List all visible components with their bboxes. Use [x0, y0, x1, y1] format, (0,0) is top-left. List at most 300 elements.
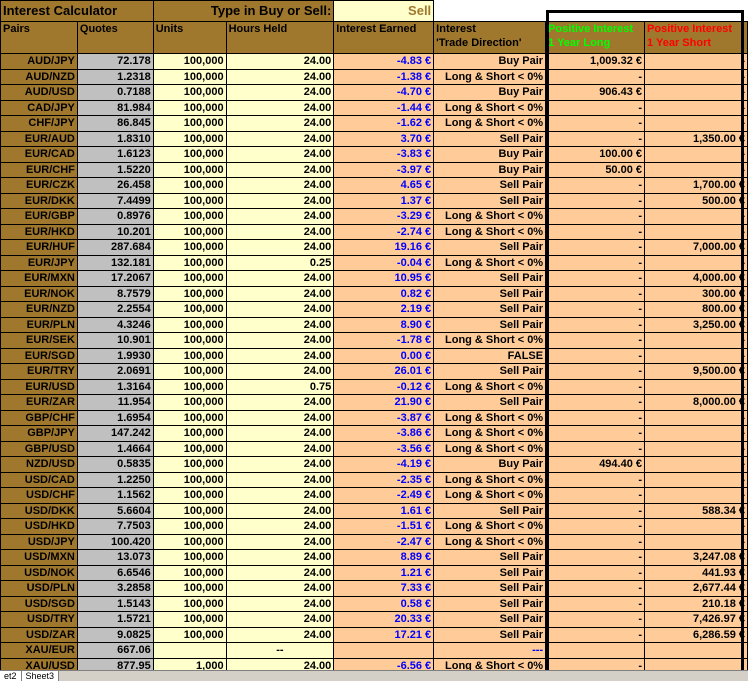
- interest-cell[interactable]: 1.21 €: [334, 565, 434, 581]
- short-cell[interactable]: -: [645, 54, 748, 70]
- hours-cell[interactable]: 24.00: [226, 302, 334, 318]
- units-cell[interactable]: 100,000: [153, 379, 226, 395]
- hours-cell[interactable]: 24.00: [226, 333, 334, 349]
- short-cell[interactable]: 8,000.00 €: [645, 395, 748, 411]
- interest-cell[interactable]: -2.47 €: [334, 534, 434, 550]
- quote-cell[interactable]: 72.178: [77, 54, 153, 70]
- short-cell[interactable]: 588.34 €: [645, 503, 748, 519]
- long-cell[interactable]: [546, 643, 645, 659]
- direction-cell[interactable]: Sell Pair: [434, 364, 546, 380]
- hours-cell[interactable]: 24.00: [226, 457, 334, 473]
- pair-cell[interactable]: EUR/CHF: [1, 162, 78, 178]
- interest-cell[interactable]: 20.33 €: [334, 612, 434, 628]
- interest-cell[interactable]: 0.82 €: [334, 286, 434, 302]
- quote-cell[interactable]: 1.6123: [77, 147, 153, 163]
- pair-cell[interactable]: EUR/PLN: [1, 317, 78, 333]
- interest-cell[interactable]: 1.61 €: [334, 503, 434, 519]
- long-cell[interactable]: -: [546, 131, 645, 147]
- interest-cell[interactable]: -3.56 €: [334, 441, 434, 457]
- long-cell[interactable]: -: [546, 627, 645, 643]
- quote-cell[interactable]: 1.2318: [77, 69, 153, 85]
- quote-cell[interactable]: 26.458: [77, 178, 153, 194]
- units-cell[interactable]: 100,000: [153, 271, 226, 287]
- interest-cell[interactable]: -0.04 €: [334, 255, 434, 271]
- long-cell[interactable]: -: [546, 410, 645, 426]
- hours-cell[interactable]: 0.25: [226, 255, 334, 271]
- short-cell[interactable]: 9,500.00 €: [645, 364, 748, 380]
- pair-cell[interactable]: EUR/MXN: [1, 271, 78, 287]
- short-cell[interactable]: -: [645, 488, 748, 504]
- interest-cell[interactable]: 19.16 €: [334, 240, 434, 256]
- hours-cell[interactable]: 24.00: [226, 54, 334, 70]
- pair-cell[interactable]: EUR/NOK: [1, 286, 78, 302]
- units-cell[interactable]: 100,000: [153, 178, 226, 194]
- direction-cell[interactable]: Sell Pair: [434, 612, 546, 628]
- units-cell[interactable]: 100,000: [153, 147, 226, 163]
- direction-cell[interactable]: Long & Short < 0%: [434, 488, 546, 504]
- direction-cell[interactable]: Sell Pair: [434, 131, 546, 147]
- short-cell[interactable]: [645, 658, 748, 670]
- units-cell[interactable]: 100,000: [153, 317, 226, 333]
- interest-cell[interactable]: -3.29 €: [334, 209, 434, 225]
- long-cell[interactable]: -: [546, 658, 645, 670]
- direction-cell[interactable]: Sell Pair: [434, 193, 546, 209]
- units-cell[interactable]: 100,000: [153, 302, 226, 318]
- short-cell[interactable]: 6,286.59 €: [645, 627, 748, 643]
- short-cell[interactable]: -: [645, 69, 748, 85]
- direction-cell[interactable]: Sell Pair: [434, 178, 546, 194]
- interest-cell[interactable]: 26.01 €: [334, 364, 434, 380]
- interest-cell[interactable]: -2.74 €: [334, 224, 434, 240]
- units-cell[interactable]: 100,000: [153, 503, 226, 519]
- hours-cell[interactable]: 24.00: [226, 317, 334, 333]
- short-cell[interactable]: 7,000.00 €: [645, 240, 748, 256]
- hours-cell[interactable]: 24.00: [226, 85, 334, 101]
- hours-cell[interactable]: 24.00: [226, 612, 334, 628]
- units-cell[interactable]: 100,000: [153, 224, 226, 240]
- pair-cell[interactable]: USD/HKD: [1, 519, 78, 535]
- direction-cell[interactable]: Long & Short < 0%: [434, 379, 546, 395]
- interest-cell[interactable]: -6.56 €: [334, 658, 434, 670]
- interest-cell[interactable]: -3.87 €: [334, 410, 434, 426]
- units-cell[interactable]: 100,000: [153, 333, 226, 349]
- short-cell[interactable]: -: [645, 224, 748, 240]
- pair-cell[interactable]: USD/PLN: [1, 581, 78, 597]
- short-cell[interactable]: 800.00 €: [645, 302, 748, 318]
- pair-cell[interactable]: CAD/JPY: [1, 100, 78, 116]
- hours-cell[interactable]: 24.00: [226, 147, 334, 163]
- quote-cell[interactable]: 132.181: [77, 255, 153, 271]
- pair-cell[interactable]: EUR/CAD: [1, 147, 78, 163]
- long-cell[interactable]: -: [546, 286, 645, 302]
- hours-cell[interactable]: 24.00: [226, 410, 334, 426]
- direction-cell[interactable]: Sell Pair: [434, 596, 546, 612]
- direction-cell[interactable]: Sell Pair: [434, 627, 546, 643]
- long-cell[interactable]: 100.00 €: [546, 147, 645, 163]
- pair-cell[interactable]: USD/NOK: [1, 565, 78, 581]
- direction-cell[interactable]: Long & Short < 0%: [434, 224, 546, 240]
- long-cell[interactable]: -: [546, 271, 645, 287]
- interest-cell[interactable]: -4.83 €: [334, 54, 434, 70]
- long-cell[interactable]: -: [546, 441, 645, 457]
- quote-cell[interactable]: 13.073: [77, 550, 153, 566]
- short-cell[interactable]: 1,700.00 €: [645, 178, 748, 194]
- hours-cell[interactable]: 24.00: [226, 100, 334, 116]
- long-cell[interactable]: -: [546, 565, 645, 581]
- direction-cell[interactable]: ---: [434, 643, 546, 659]
- hours-cell[interactable]: 24.00: [226, 503, 334, 519]
- units-cell[interactable]: 100,000: [153, 193, 226, 209]
- short-cell[interactable]: -: [645, 348, 748, 364]
- long-cell[interactable]: -: [546, 333, 645, 349]
- pair-cell[interactable]: AUD/JPY: [1, 54, 78, 70]
- interest-cell[interactable]: 0.58 €: [334, 596, 434, 612]
- quote-cell[interactable]: 3.2858: [77, 581, 153, 597]
- quote-cell[interactable]: 100.420: [77, 534, 153, 550]
- quote-cell[interactable]: 10.901: [77, 333, 153, 349]
- pair-cell[interactable]: EUR/SGD: [1, 348, 78, 364]
- hours-cell[interactable]: 24.00: [226, 488, 334, 504]
- long-cell[interactable]: -: [546, 302, 645, 318]
- units-cell[interactable]: 100,000: [153, 85, 226, 101]
- quote-cell[interactable]: 4.3246: [77, 317, 153, 333]
- sheet-tab[interactable]: Sheet3: [22, 671, 60, 681]
- long-cell[interactable]: 494.40 €: [546, 457, 645, 473]
- hours-cell[interactable]: 24.00: [226, 581, 334, 597]
- direction-cell[interactable]: Sell Pair: [434, 565, 546, 581]
- long-cell[interactable]: -: [546, 534, 645, 550]
- direction-cell[interactable]: Sell Pair: [434, 286, 546, 302]
- direction-cell[interactable]: Sell Pair: [434, 240, 546, 256]
- hours-cell[interactable]: 24.00: [226, 240, 334, 256]
- pair-cell[interactable]: USD/CHF: [1, 488, 78, 504]
- direction-cell[interactable]: Long & Short < 0%: [434, 534, 546, 550]
- interest-cell[interactable]: 2.19 €: [334, 302, 434, 318]
- interest-cell[interactable]: -2.49 €: [334, 488, 434, 504]
- direction-cell[interactable]: Sell Pair: [434, 302, 546, 318]
- quote-cell[interactable]: 1.1562: [77, 488, 153, 504]
- short-cell[interactable]: -: [645, 100, 748, 116]
- pair-cell[interactable]: EUR/USD: [1, 379, 78, 395]
- pair-cell[interactable]: USD/JPY: [1, 534, 78, 550]
- quote-cell[interactable]: 1.5721: [77, 612, 153, 628]
- long-cell[interactable]: -: [546, 224, 645, 240]
- hours-cell[interactable]: 24.00: [226, 627, 334, 643]
- quote-cell[interactable]: 9.0825: [77, 627, 153, 643]
- units-cell[interactable]: 100,000: [153, 612, 226, 628]
- hours-cell[interactable]: 24.00: [226, 550, 334, 566]
- interest-cell[interactable]: 8.89 €: [334, 550, 434, 566]
- hours-cell[interactable]: 24.00: [226, 472, 334, 488]
- units-cell[interactable]: 100,000: [153, 581, 226, 597]
- short-cell[interactable]: -: [645, 426, 748, 442]
- direction-cell[interactable]: Long & Short < 0%: [434, 100, 546, 116]
- interest-cell[interactable]: 10.95 €: [334, 271, 434, 287]
- pair-cell[interactable]: GBP/JPY: [1, 426, 78, 442]
- quote-cell[interactable]: 1.8310: [77, 131, 153, 147]
- hours-cell[interactable]: 24.00: [226, 658, 334, 670]
- long-cell[interactable]: -: [546, 240, 645, 256]
- pair-cell[interactable]: EUR/DKK: [1, 193, 78, 209]
- hours-cell[interactable]: 24.00: [226, 519, 334, 535]
- units-cell[interactable]: 100,000: [153, 255, 226, 271]
- hours-cell[interactable]: 24.00: [226, 364, 334, 380]
- short-cell[interactable]: 7,426.97 €: [645, 612, 748, 628]
- interest-cell[interactable]: -0.12 €: [334, 379, 434, 395]
- quote-cell[interactable]: 86.845: [77, 116, 153, 132]
- pair-cell[interactable]: EUR/NZD: [1, 302, 78, 318]
- long-cell[interactable]: -: [546, 178, 645, 194]
- interest-cell[interactable]: -1.38 €: [334, 69, 434, 85]
- units-cell[interactable]: 100,000: [153, 348, 226, 364]
- short-cell[interactable]: -: [645, 116, 748, 132]
- short-cell[interactable]: 2,677.44 €: [645, 581, 748, 597]
- units-cell[interactable]: 100,000: [153, 565, 226, 581]
- short-cell[interactable]: 441.93 €: [645, 565, 748, 581]
- hours-cell[interactable]: 24.00: [226, 596, 334, 612]
- pair-cell[interactable]: USD/ZAR: [1, 627, 78, 643]
- quote-cell[interactable]: 1.6954: [77, 410, 153, 426]
- pair-cell[interactable]: EUR/JPY: [1, 255, 78, 271]
- direction-cell[interactable]: Long & Short < 0%: [434, 69, 546, 85]
- units-cell[interactable]: 100,000: [153, 286, 226, 302]
- interest-cell[interactable]: -3.86 €: [334, 426, 434, 442]
- pair-cell[interactable]: USD/SGD: [1, 596, 78, 612]
- long-cell[interactable]: -: [546, 612, 645, 628]
- interest-cell[interactable]: -1.51 €: [334, 519, 434, 535]
- interest-cell[interactable]: -3.97 €: [334, 162, 434, 178]
- pair-cell[interactable]: EUR/HUF: [1, 240, 78, 256]
- pair-cell[interactable]: CHF/JPY: [1, 116, 78, 132]
- long-cell[interactable]: -: [546, 519, 645, 535]
- direction-cell[interactable]: Long & Short < 0%: [434, 426, 546, 442]
- short-cell[interactable]: -: [645, 534, 748, 550]
- long-cell[interactable]: -: [546, 364, 645, 380]
- quote-cell[interactable]: 1.9930: [77, 348, 153, 364]
- quote-cell[interactable]: 7.7503: [77, 519, 153, 535]
- hours-cell[interactable]: 24.00: [226, 162, 334, 178]
- long-cell[interactable]: -: [546, 581, 645, 597]
- units-cell[interactable]: 100,000: [153, 240, 226, 256]
- quote-cell[interactable]: 1.2250: [77, 472, 153, 488]
- direction-cell[interactable]: Long & Short < 0%: [434, 441, 546, 457]
- short-cell[interactable]: 3,250.00 €: [645, 317, 748, 333]
- hours-cell[interactable]: --: [226, 643, 334, 659]
- units-cell[interactable]: 100,000: [153, 395, 226, 411]
- long-cell[interactable]: -: [546, 116, 645, 132]
- pair-cell[interactable]: USD/CAD: [1, 472, 78, 488]
- direction-cell[interactable]: Long & Short < 0%: [434, 116, 546, 132]
- quote-cell[interactable]: 287.684: [77, 240, 153, 256]
- units-cell[interactable]: [153, 643, 226, 659]
- hours-cell[interactable]: 24.00: [226, 426, 334, 442]
- quote-cell[interactable]: 1.3164: [77, 379, 153, 395]
- pair-cell[interactable]: EUR/ZAR: [1, 395, 78, 411]
- long-cell[interactable]: -: [546, 395, 645, 411]
- interest-cell[interactable]: -4.19 €: [334, 457, 434, 473]
- sheet-tab[interactable]: et2: [0, 671, 22, 681]
- quote-cell[interactable]: 667.06: [77, 643, 153, 659]
- short-cell[interactable]: 1,350.00 €: [645, 131, 748, 147]
- units-cell[interactable]: 100,000: [153, 534, 226, 550]
- direction-cell[interactable]: Sell Pair: [434, 503, 546, 519]
- short-cell[interactable]: -: [645, 162, 748, 178]
- units-cell[interactable]: 100,000: [153, 54, 226, 70]
- pair-cell[interactable]: GBP/USD: [1, 441, 78, 457]
- short-cell[interactable]: -: [645, 519, 748, 535]
- interest-cell[interactable]: [334, 643, 434, 659]
- direction-cell[interactable]: FALSE: [434, 348, 546, 364]
- direction-cell[interactable]: Buy Pair: [434, 147, 546, 163]
- direction-cell[interactable]: Long & Short < 0%: [434, 255, 546, 271]
- short-cell[interactable]: 300.00 €: [645, 286, 748, 302]
- units-cell[interactable]: 100,000: [153, 596, 226, 612]
- quote-cell[interactable]: 0.7188: [77, 85, 153, 101]
- pair-cell[interactable]: USD/TRY: [1, 612, 78, 628]
- direction-cell[interactable]: Buy Pair: [434, 162, 546, 178]
- long-cell[interactable]: -: [546, 596, 645, 612]
- quote-cell[interactable]: 147.242: [77, 426, 153, 442]
- hours-cell[interactable]: 24.00: [226, 534, 334, 550]
- hours-cell[interactable]: 24.00: [226, 224, 334, 240]
- pair-cell[interactable]: EUR/CZK: [1, 178, 78, 194]
- interest-cell[interactable]: -1.44 €: [334, 100, 434, 116]
- pair-cell[interactable]: EUR/HKD: [1, 224, 78, 240]
- interest-cell[interactable]: 0.00 €: [334, 348, 434, 364]
- pair-cell[interactable]: AUD/NZD: [1, 69, 78, 85]
- short-cell[interactable]: -: [645, 457, 748, 473]
- hours-cell[interactable]: 24.00: [226, 286, 334, 302]
- hours-cell[interactable]: 24.00: [226, 565, 334, 581]
- direction-cell[interactable]: Long & Short < 0%: [434, 209, 546, 225]
- interest-cell[interactable]: -2.35 €: [334, 472, 434, 488]
- short-cell[interactable]: 210.18 €: [645, 596, 748, 612]
- long-cell[interactable]: -: [546, 317, 645, 333]
- interest-cell[interactable]: -3.83 €: [334, 147, 434, 163]
- quote-cell[interactable]: 17.2067: [77, 271, 153, 287]
- direction-cell[interactable]: Sell Pair: [434, 581, 546, 597]
- short-cell[interactable]: [645, 643, 748, 659]
- long-cell[interactable]: -: [546, 426, 645, 442]
- units-cell[interactable]: 100,000: [153, 550, 226, 566]
- short-cell[interactable]: -: [645, 410, 748, 426]
- long-cell[interactable]: 906.43 €: [546, 85, 645, 101]
- direction-cell[interactable]: Sell Pair: [434, 271, 546, 287]
- quote-cell[interactable]: 5.6604: [77, 503, 153, 519]
- pair-cell[interactable]: EUR/SEK: [1, 333, 78, 349]
- quote-cell[interactable]: 0.8976: [77, 209, 153, 225]
- long-cell[interactable]: -: [546, 550, 645, 566]
- hours-cell[interactable]: 24.00: [226, 441, 334, 457]
- units-cell[interactable]: 100,000: [153, 457, 226, 473]
- units-cell[interactable]: 100,000: [153, 426, 226, 442]
- pair-cell[interactable]: USD/MXN: [1, 550, 78, 566]
- units-cell[interactable]: 100,000: [153, 519, 226, 535]
- units-cell[interactable]: 100,000: [153, 162, 226, 178]
- interest-cell[interactable]: 1.37 €: [334, 193, 434, 209]
- units-cell[interactable]: 100,000: [153, 488, 226, 504]
- long-cell[interactable]: -: [546, 255, 645, 271]
- hours-cell[interactable]: 24.00: [226, 69, 334, 85]
- interest-cell[interactable]: -1.62 €: [334, 116, 434, 132]
- quote-cell[interactable]: 81.984: [77, 100, 153, 116]
- pair-cell[interactable]: USD/DKK: [1, 503, 78, 519]
- interest-cell[interactable]: 17.21 €: [334, 627, 434, 643]
- hours-cell[interactable]: 24.00: [226, 348, 334, 364]
- long-cell[interactable]: -: [546, 348, 645, 364]
- units-cell[interactable]: 1,000: [153, 658, 226, 670]
- units-cell[interactable]: 100,000: [153, 441, 226, 457]
- quote-cell[interactable]: 10.201: [77, 224, 153, 240]
- long-cell[interactable]: -: [546, 503, 645, 519]
- hours-cell[interactable]: 24.00: [226, 395, 334, 411]
- long-cell[interactable]: -: [546, 69, 645, 85]
- units-cell[interactable]: 100,000: [153, 116, 226, 132]
- short-cell[interactable]: -: [645, 333, 748, 349]
- direction-cell[interactable]: Buy Pair: [434, 85, 546, 101]
- quote-cell[interactable]: 1.4664: [77, 441, 153, 457]
- hours-cell[interactable]: 24.00: [226, 271, 334, 287]
- quote-cell[interactable]: 2.2554: [77, 302, 153, 318]
- hours-cell[interactable]: 24.00: [226, 178, 334, 194]
- units-cell[interactable]: 100,000: [153, 364, 226, 380]
- interest-cell[interactable]: 7.33 €: [334, 581, 434, 597]
- direction-cell[interactable]: Sell Pair: [434, 395, 546, 411]
- interest-cell[interactable]: 3.70 €: [334, 131, 434, 147]
- quote-cell[interactable]: 6.6546: [77, 565, 153, 581]
- mode-input-cell[interactable]: Sell: [334, 1, 434, 22]
- units-cell[interactable]: 100,000: [153, 69, 226, 85]
- long-cell[interactable]: -: [546, 488, 645, 504]
- long-cell[interactable]: -: [546, 100, 645, 116]
- short-cell[interactable]: -: [645, 85, 748, 101]
- units-cell[interactable]: 100,000: [153, 410, 226, 426]
- quote-cell[interactable]: 0.5835: [77, 457, 153, 473]
- short-cell[interactable]: -: [645, 472, 748, 488]
- hours-cell[interactable]: 24.00: [226, 209, 334, 225]
- hours-cell[interactable]: 24.00: [226, 116, 334, 132]
- long-cell[interactable]: 50.00 €: [546, 162, 645, 178]
- pair-cell[interactable]: AUD/USD: [1, 85, 78, 101]
- direction-cell[interactable]: Buy Pair: [434, 54, 546, 70]
- long-cell[interactable]: -: [546, 472, 645, 488]
- short-cell[interactable]: -: [645, 255, 748, 271]
- hours-cell[interactable]: 0.75: [226, 379, 334, 395]
- quote-cell[interactable]: 1.5220: [77, 162, 153, 178]
- short-cell[interactable]: 4,000.00 €: [645, 271, 748, 287]
- quote-cell[interactable]: 11.954: [77, 395, 153, 411]
- interest-cell[interactable]: 21.90 €: [334, 395, 434, 411]
- interest-cell[interactable]: -1.78 €: [334, 333, 434, 349]
- short-cell[interactable]: -: [645, 441, 748, 457]
- direction-cell[interactable]: Long & Short < 0%: [434, 519, 546, 535]
- short-cell[interactable]: 3,247.08 €: [645, 550, 748, 566]
- pair-cell[interactable]: XAU/EUR: [1, 643, 78, 659]
- units-cell[interactable]: 100,000: [153, 209, 226, 225]
- short-cell[interactable]: 500.00 €: [645, 193, 748, 209]
- short-cell[interactable]: -: [645, 379, 748, 395]
- pair-cell[interactable]: GBP/CHF: [1, 410, 78, 426]
- interest-cell[interactable]: 4.65 €: [334, 178, 434, 194]
- direction-cell[interactable]: Sell Pair: [434, 317, 546, 333]
- pair-cell[interactable]: EUR/GBP: [1, 209, 78, 225]
- long-cell[interactable]: -: [546, 209, 645, 225]
- pair-cell[interactable]: EUR/TRY: [1, 364, 78, 380]
- pair-cell[interactable]: NZD/USD: [1, 457, 78, 473]
- direction-cell[interactable]: Long & Short < 0%: [434, 658, 546, 670]
- quote-cell[interactable]: 877.95: [77, 658, 153, 670]
- units-cell[interactable]: 100,000: [153, 627, 226, 643]
